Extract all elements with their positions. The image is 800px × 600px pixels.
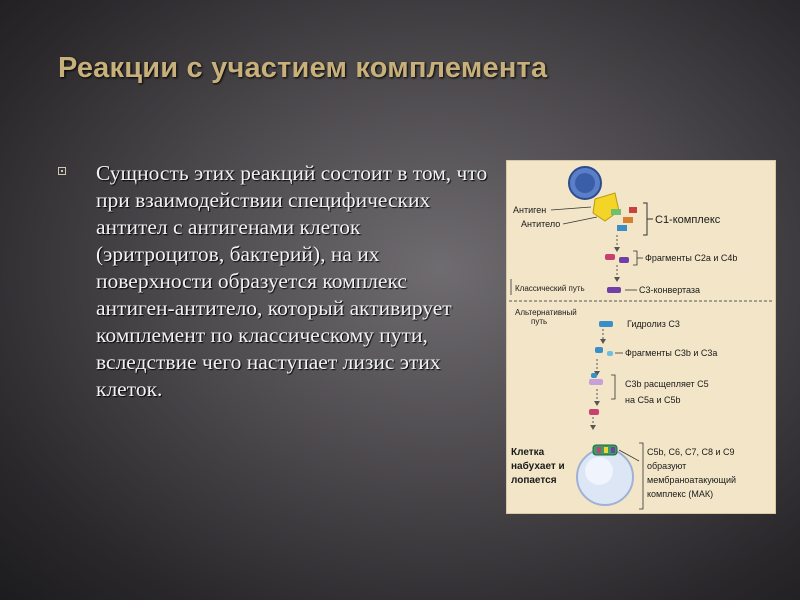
cell-swells-label-1: Клетка bbox=[511, 447, 545, 458]
c5b-icon bbox=[589, 409, 599, 415]
c3a-fragment-icon bbox=[607, 351, 613, 356]
c1-part-icon bbox=[623, 217, 633, 223]
antigen-core-icon bbox=[575, 173, 595, 193]
c1-complex-label: С1-комплекс bbox=[655, 214, 721, 226]
mac-label-4: комплекс (МАК) bbox=[647, 489, 714, 499]
flow-arrow bbox=[614, 277, 620, 282]
mac-part-icon bbox=[597, 447, 601, 453]
bracket bbox=[633, 251, 637, 265]
c3-convertase-icon bbox=[607, 287, 621, 293]
flow-arrow bbox=[594, 401, 600, 406]
flow-arrow bbox=[614, 247, 620, 252]
c3-convertase-label: С3-конвертаза bbox=[639, 285, 701, 295]
cell-swells-label-2: набухает и bbox=[511, 461, 565, 472]
mac-label-1: С5b, С6, С7, С8 и С9 bbox=[647, 447, 735, 457]
c3b-fragment-icon bbox=[595, 347, 603, 353]
bullet-item bbox=[58, 160, 488, 403]
alt-path-label-2: путь bbox=[531, 317, 548, 326]
c3b-c3a-label: Фрагменты С3b и С3а bbox=[625, 348, 718, 358]
pointer-line bbox=[563, 217, 597, 224]
c5-icon bbox=[589, 379, 603, 385]
c1-bracket bbox=[643, 203, 647, 235]
complement-diagram bbox=[507, 161, 775, 513]
flow-arrow bbox=[600, 339, 606, 344]
c1-part-icon bbox=[617, 225, 627, 231]
bullet-icon bbox=[58, 167, 66, 175]
bracket bbox=[611, 375, 615, 399]
slide-title: Реакции с участием комплемента bbox=[58, 52, 548, 84]
c5-split-label-1: С3b расщепляет С5 bbox=[625, 379, 709, 389]
mac-label-2: образуют bbox=[647, 461, 687, 471]
cell-highlight-icon bbox=[585, 457, 613, 485]
c1-part-icon bbox=[629, 207, 637, 213]
mac-label-3: мембраноатакующий bbox=[647, 475, 737, 485]
c3-icon bbox=[599, 321, 613, 327]
flow-arrow bbox=[590, 425, 596, 430]
antigen-label: Антиген bbox=[513, 205, 547, 215]
c2a-fragment-icon bbox=[605, 254, 615, 260]
complement-pathway-figure bbox=[506, 160, 776, 514]
mac-part-icon bbox=[611, 447, 615, 453]
bullet-text: Сущность этих реакций состоит в том, что при взаимодействии специфических антител с антигенами клеток (эритроцитов, бактерий), на их поверхности образуется комплекс антиген-антитело, который активирует комплемент по классическому пути, вследствие чего наступает лизис этих клеток. bbox=[96, 161, 488, 401]
c5-split-label-2: на С5а и С5b bbox=[625, 395, 681, 405]
alt-path-label-1: Альтернативный bbox=[515, 308, 577, 317]
c3b-icon bbox=[591, 373, 597, 378]
c3-hydrolysis-label: Гидролиз С3 bbox=[627, 319, 680, 329]
c1-part-icon bbox=[611, 209, 621, 215]
c2a-c4b-label: Фрагменты С2а и С4b bbox=[645, 253, 738, 263]
cell-swells-label-3: лопается bbox=[511, 475, 557, 486]
antibody-label: Антитело bbox=[521, 219, 561, 229]
mac-part-icon bbox=[604, 447, 608, 453]
c4b-fragment-icon bbox=[619, 257, 629, 263]
bracket bbox=[639, 443, 643, 509]
pointer-line bbox=[551, 207, 591, 210]
classical-path-label: Классический путь bbox=[515, 284, 585, 293]
